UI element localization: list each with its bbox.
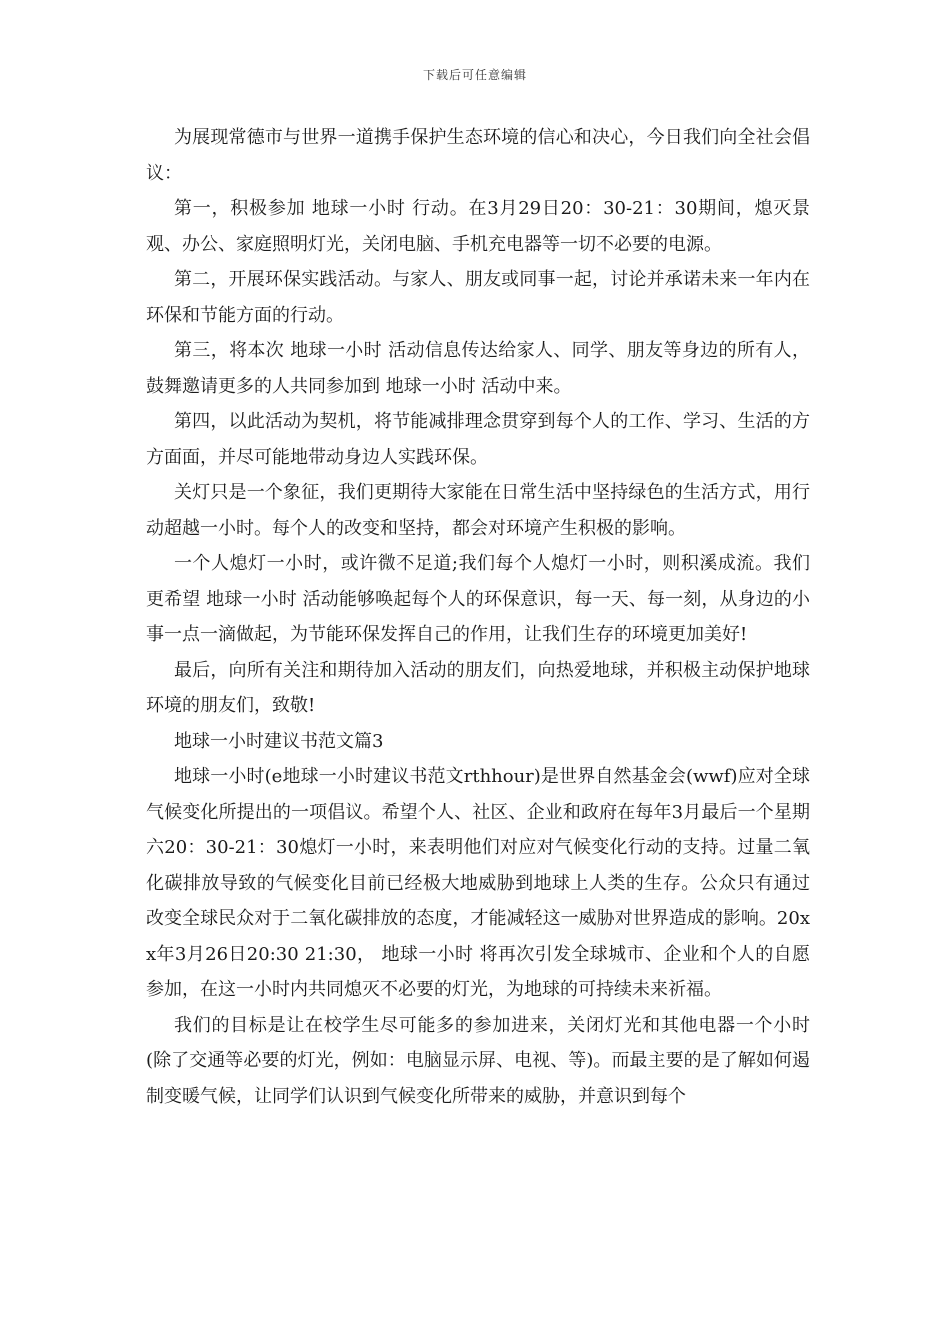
paragraph: 第一，积极参加 地球一小时 行动。在3月29日20：30-21：30期间，熄灭景观、办公、家庭照明灯光，关闭电脑、手机充电器等一切不必要的电源。 (146, 198, 810, 255)
document-body (146, 120, 810, 1114)
paragraph: 第三，将本次 地球一小时 活动信息传达给家人、同学、朋友等身边的所有人，鼓舞邀请更多的人共同参加到 地球一小时 活动中来。 (146, 340, 810, 397)
paragraph: 第二，开展环保实践活动。与家人、朋友或同事一起，讨论并承诺未来一年内在环保和节能方面的行动。 (146, 269, 810, 326)
paragraph: 我们的目标是让在校学生尽可能多的参加进来，关闭灯光和其他电器一个小时(除了交通等必要的灯光，例如：电脑显示屏、电视、等)。而最主要的是了解如何遏制变暖气候，让同学们认识到气候变化所带来的威胁，并意识到每个 (146, 1014, 810, 1107)
paragraph: 关灯只是一个象征，我们更期待大家能在日常生活中坚持绿色的生活方式，用行动超越一小时。每个人的改变和坚持，都会对环境产生积极的影响。 (146, 482, 810, 539)
section-title: 地球一小时建议书范文篇3 (174, 730, 384, 752)
paragraph: 地球一小时(e地球一小时建议书范文rthhour)是世界自然基金会(wwf)应对全球气候变化所提出的一项倡议。希望个人、社区、企业和政府在每年3月最后一个星期六20：30-21：30熄灯一小时，来表明他们对应对气候变化行动的支持。过量二氧化碳排放导致的气候变化目前已经极大地威胁到地球上人类的生存。公众只有通过改变全球民众对于二氧化碳排放的态度，才能减轻这一威胁对世界造成的影响。20xx年3月26日20:30 21:30， 地球一小时 将再次引发全球城市、企业和个人的自愿参加，在这一小时内共同熄灭不必要的灯光，为地球的可持续未来祈福。 (146, 766, 810, 1000)
paragraph: 一个人熄灯一小时，或许微不足道;我们每个人熄灯一小时，则积溪成流。我们更希望 地球一小时 活动能够唤起每个人的环保意识，每一天、每一刻，从身边的小事一点一滴做起，为节能环保发挥自己的作用，让我们生存的环境更加美好! (146, 553, 810, 645)
page-header-note: 下载后可任意编辑 (422, 68, 527, 82)
paragraph: 第四，以此活动为契机，将节能减排理念贯穿到每个人的工作、学习、生活的方方面面，并尽可能地带动身边人实践环保。 (146, 411, 810, 468)
paragraph: 为展现常德市与世界一道携手保护生态环境的信心和决心，今日我们向全社会倡议： (146, 127, 810, 184)
paragraph: 最后，向所有关注和期待加入活动的朋友们，向热爱地球，并积极主动保护地球环境的朋友们，致敬! (146, 659, 810, 716)
